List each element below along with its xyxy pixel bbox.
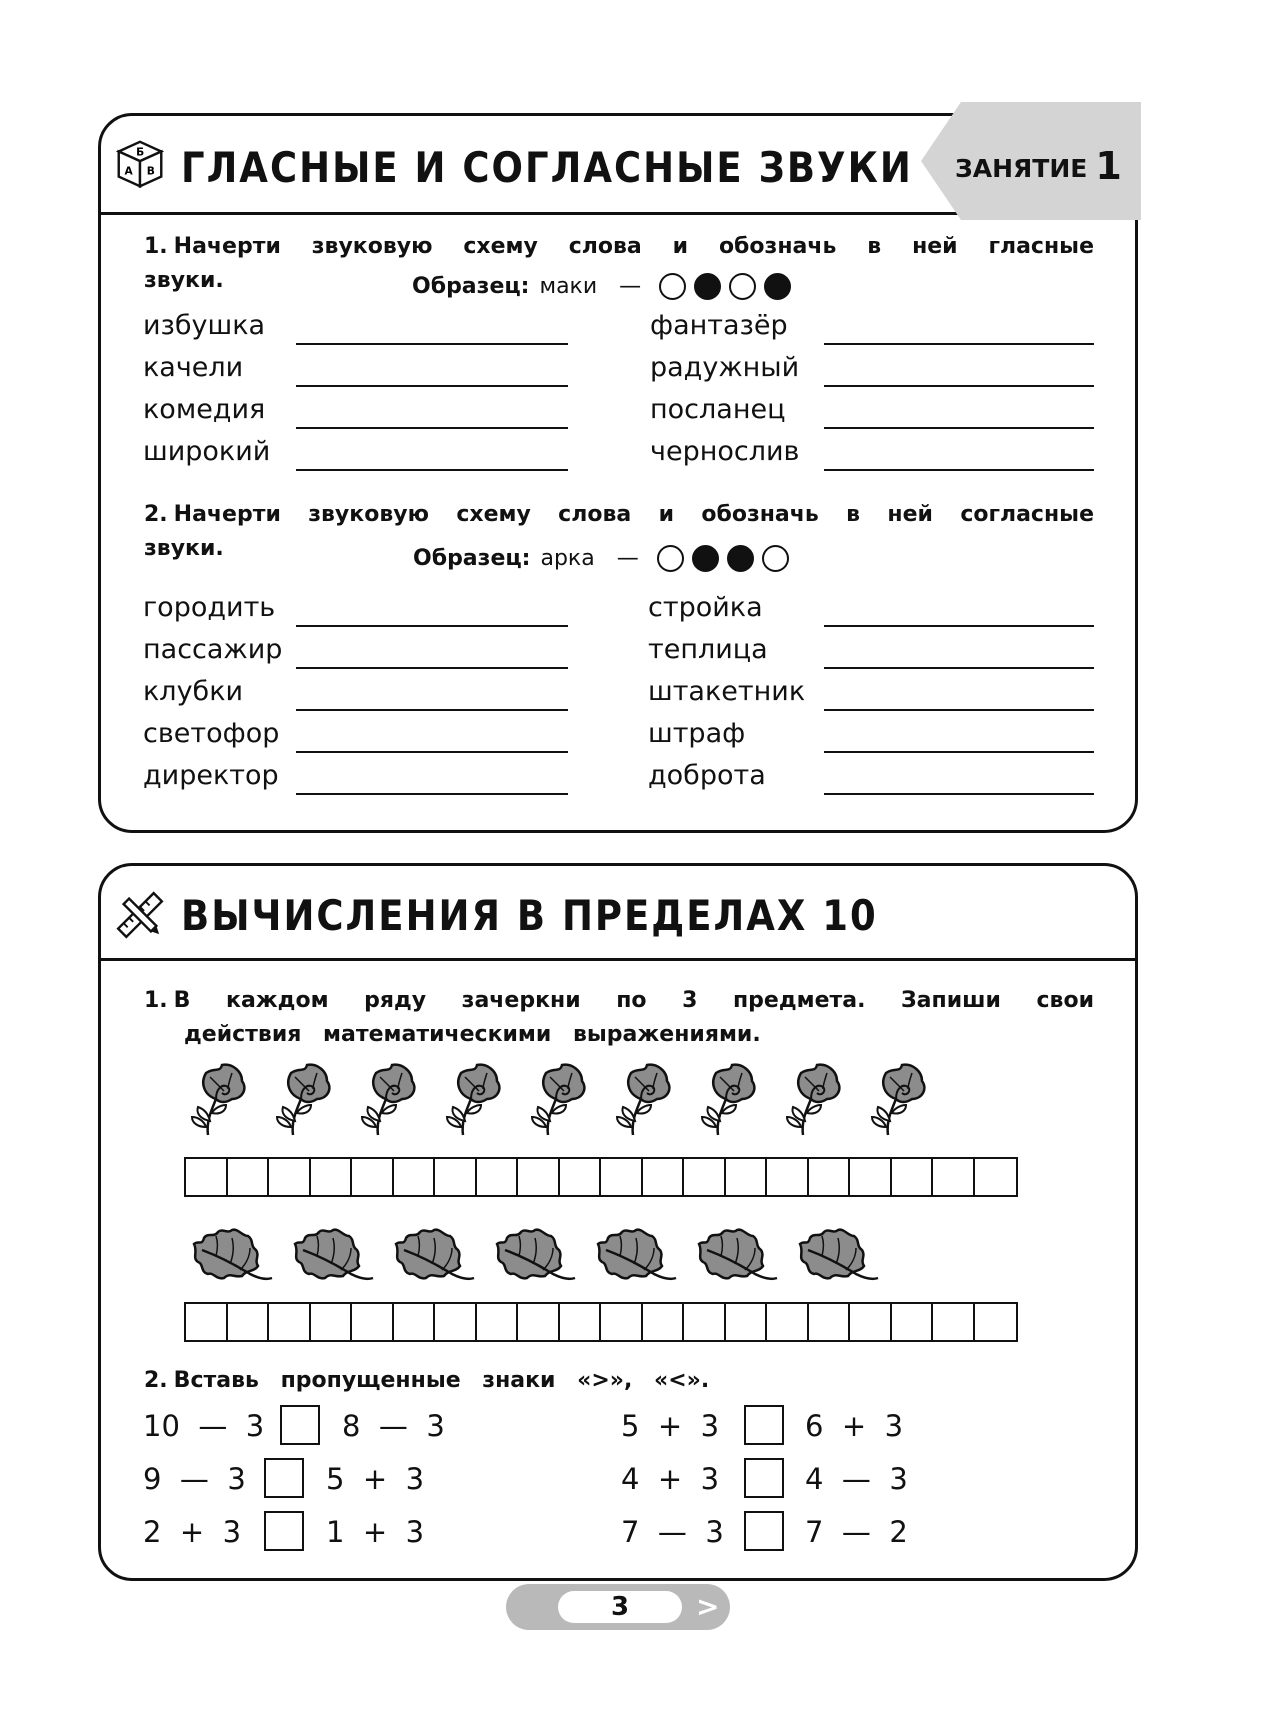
section-calculations: [98, 863, 1138, 1581]
leaf-icon[interactable]: [390, 1226, 476, 1292]
grid-cell[interactable]: [684, 1304, 726, 1340]
word-item: стройка: [648, 592, 763, 623]
answer-grid-row1[interactable]: [184, 1157, 1018, 1197]
answer-line[interactable]: [824, 793, 1094, 795]
grid-cell[interactable]: [767, 1304, 809, 1340]
grid-cell[interactable]: [850, 1304, 892, 1340]
grid-cell[interactable]: [394, 1159, 436, 1195]
leaf-icon[interactable]: [693, 1226, 779, 1292]
grid-cell[interactable]: [726, 1304, 768, 1340]
answer-line[interactable]: [824, 385, 1094, 387]
task2-instruction: [144, 1364, 1094, 1398]
task-number: 2.: [144, 1368, 168, 1393]
section-header: [101, 866, 1135, 961]
flower-icon[interactable]: [441, 1061, 505, 1141]
grid-cell[interactable]: [435, 1159, 477, 1195]
sign-box[interactable]: [744, 1511, 784, 1551]
answer-grid-row2[interactable]: [184, 1302, 1018, 1342]
sample-word: арка: [540, 545, 595, 571]
flower-icon[interactable]: [611, 1061, 675, 1141]
lesson-tag-number: 1: [1095, 144, 1122, 188]
flower-icon[interactable]: [186, 1061, 250, 1141]
lesson-tag-text: [955, 144, 1122, 188]
sample-dash: —: [616, 545, 639, 571]
flower-icon[interactable]: [526, 1061, 590, 1141]
expression-left: 9 — 3: [143, 1462, 246, 1496]
leaf-icon[interactable]: [188, 1226, 274, 1292]
sound-circle-empty: [657, 545, 684, 572]
word-item: избушка: [143, 310, 266, 341]
grid-cell[interactable]: [850, 1159, 892, 1195]
expression-right: 5 + 3: [326, 1462, 425, 1496]
grid-cell[interactable]: [518, 1159, 560, 1195]
word-item: теплица: [648, 634, 768, 665]
grid-cell[interactable]: [684, 1159, 726, 1195]
flower-icon[interactable]: [271, 1061, 335, 1141]
grid-cell[interactable]: [560, 1159, 602, 1195]
sound-circle-empty: [762, 545, 789, 572]
flower-icon[interactable]: [356, 1061, 420, 1141]
answer-line[interactable]: [296, 709, 568, 711]
word-item: комедия: [143, 394, 266, 425]
grid-cell[interactable]: [643, 1304, 685, 1340]
expression-right: 4 — 3: [805, 1462, 908, 1496]
answer-line[interactable]: [824, 625, 1094, 627]
grid-cell[interactable]: [726, 1159, 768, 1195]
grid-cell[interactable]: [269, 1159, 311, 1195]
ruler-pencil-icon: [111, 886, 169, 944]
answer-line[interactable]: [296, 793, 568, 795]
word-item: директор: [143, 760, 279, 791]
grid-cell[interactable]: [933, 1304, 975, 1340]
sign-box[interactable]: [264, 1458, 304, 1498]
section-title: ГЛАСНЫЕ И СОГЛАСНЫЕ ЗВУКИ: [181, 144, 913, 193]
grid-cell[interactable]: [892, 1304, 934, 1340]
word-item: посланец: [650, 394, 786, 425]
grid-cell[interactable]: [933, 1159, 975, 1195]
sound-circle-filled: [694, 273, 721, 300]
sound-circle-filled: [692, 545, 719, 572]
task-text: Начерти звуковую схему слова и обозначь в ней гласные звуки.: [144, 234, 1094, 293]
answer-line[interactable]: [824, 709, 1094, 711]
answer-line[interactable]: [296, 625, 568, 627]
grid-cell[interactable]: [477, 1304, 519, 1340]
grid-cell[interactable]: [809, 1304, 851, 1340]
grid-cell[interactable]: [643, 1159, 685, 1195]
grid-cell[interactable]: [394, 1304, 436, 1340]
word-item: штраф: [648, 718, 746, 749]
sample-word: маки: [539, 273, 598, 299]
sample-label: Образец:: [413, 545, 531, 571]
expression-right: 8 — 3: [342, 1409, 445, 1443]
svg-text:А: А: [124, 164, 133, 178]
sound-circle-empty: [729, 273, 756, 300]
word-item: клубки: [143, 676, 244, 707]
answer-line[interactable]: [296, 427, 568, 429]
word-item: широкий: [143, 436, 271, 467]
page-number: 3: [558, 1591, 682, 1623]
flower-icon[interactable]: [696, 1061, 760, 1141]
word-item: городить: [143, 592, 276, 623]
grid-cell[interactable]: [352, 1304, 394, 1340]
word-item: пассажир: [143, 634, 283, 665]
word-item: качели: [143, 352, 244, 383]
grid-cell[interactable]: [892, 1159, 934, 1195]
abc-cube-icon: [111, 136, 169, 194]
word-item: доброта: [648, 760, 766, 791]
word-item: радужный: [650, 352, 800, 383]
sample-label: Образец:: [412, 273, 530, 299]
task-text: Вставь пропущенные знаки «>», «<».: [173, 1368, 710, 1393]
grid-cell[interactable]: [311, 1304, 353, 1340]
leaf-icon[interactable]: [491, 1226, 577, 1292]
sign-box[interactable]: [264, 1511, 304, 1551]
page-indicator: [506, 1584, 730, 1630]
expression-left: 4 + 3: [621, 1462, 720, 1496]
answer-line[interactable]: [824, 427, 1094, 429]
expression-left: 5 + 3: [621, 1409, 720, 1443]
svg-text:В: В: [146, 164, 155, 178]
answer-line[interactable]: [296, 751, 568, 753]
word-item: чернослив: [650, 436, 800, 467]
task-text: Начерти звуковую схему слова и обозначь в ней согласные звуки.: [144, 502, 1094, 561]
grid-cell[interactable]: [311, 1159, 353, 1195]
answer-line[interactable]: [824, 343, 1094, 345]
expression-left: 7 — 3: [621, 1515, 724, 1549]
expression-left: 2 + 3: [143, 1515, 242, 1549]
sign-box[interactable]: [280, 1405, 320, 1445]
word-item: штакетник: [648, 676, 806, 707]
grid-cell[interactable]: [975, 1304, 1017, 1340]
answer-line[interactable]: [296, 343, 568, 345]
task-number: 2.: [144, 502, 168, 527]
grid-cell[interactable]: [186, 1159, 228, 1195]
sound-circle-filled: [727, 545, 754, 572]
grid-cell[interactable]: [560, 1304, 602, 1340]
answer-line[interactable]: [296, 469, 568, 471]
answer-line[interactable]: [296, 667, 568, 669]
word-item: светофор: [143, 718, 280, 749]
grid-cell[interactable]: [269, 1304, 311, 1340]
grid-cell[interactable]: [186, 1304, 228, 1340]
sign-box[interactable]: [744, 1405, 784, 1445]
flower-icon[interactable]: [866, 1061, 930, 1141]
grid-cell[interactable]: [352, 1159, 394, 1195]
grid-cell[interactable]: [601, 1304, 643, 1340]
answer-line[interactable]: [824, 751, 1094, 753]
sound-circle-filled: [764, 273, 791, 300]
task1-instruction: [144, 984, 1094, 1052]
grid-cell[interactable]: [477, 1159, 519, 1195]
flower-icon[interactable]: [781, 1061, 845, 1141]
section-title: ВЫЧИСЛЕНИЯ В ПРЕДЕЛАХ 10: [181, 892, 878, 941]
answer-line[interactable]: [824, 667, 1094, 669]
grid-cell[interactable]: [228, 1159, 270, 1195]
answer-line[interactable]: [824, 469, 1094, 471]
leaf-icon[interactable]: [592, 1226, 678, 1292]
task1-sample: [412, 268, 799, 304]
grid-cell[interactable]: [809, 1159, 851, 1195]
task-number: 1.: [144, 988, 168, 1013]
grid-cell[interactable]: [435, 1304, 477, 1340]
sample-dash: —: [619, 273, 642, 299]
word-item: фантазёр: [650, 310, 788, 341]
answer-line[interactable]: [296, 385, 568, 387]
grid-cell[interactable]: [601, 1159, 643, 1195]
lesson-tag-label: ЗАНЯТИЕ: [955, 154, 1088, 183]
task2-sample: [413, 540, 797, 576]
grid-cell[interactable]: [228, 1304, 270, 1340]
grid-cell[interactable]: [518, 1304, 560, 1340]
svg-text:Б: Б: [136, 145, 145, 159]
expression-right: 1 + 3: [326, 1515, 425, 1549]
next-page-arrow-icon[interactable]: >: [696, 1590, 720, 1623]
task-number: 1.: [144, 234, 168, 259]
expression-right: 6 + 3: [805, 1409, 904, 1443]
leaf-icon[interactable]: [289, 1226, 375, 1292]
expression-right: 7 — 2: [805, 1515, 908, 1549]
grid-cell[interactable]: [767, 1159, 809, 1195]
task-text: В каждом ряду зачеркни по 3 предмета. Запиши свои действия математическими выражениями.: [173, 988, 1094, 1047]
leaf-icon[interactable]: [794, 1226, 880, 1292]
grid-cell[interactable]: [975, 1159, 1017, 1195]
sound-circle-empty: [659, 273, 686, 300]
sign-box[interactable]: [744, 1458, 784, 1498]
expression-left: 10 — 3: [143, 1409, 265, 1443]
